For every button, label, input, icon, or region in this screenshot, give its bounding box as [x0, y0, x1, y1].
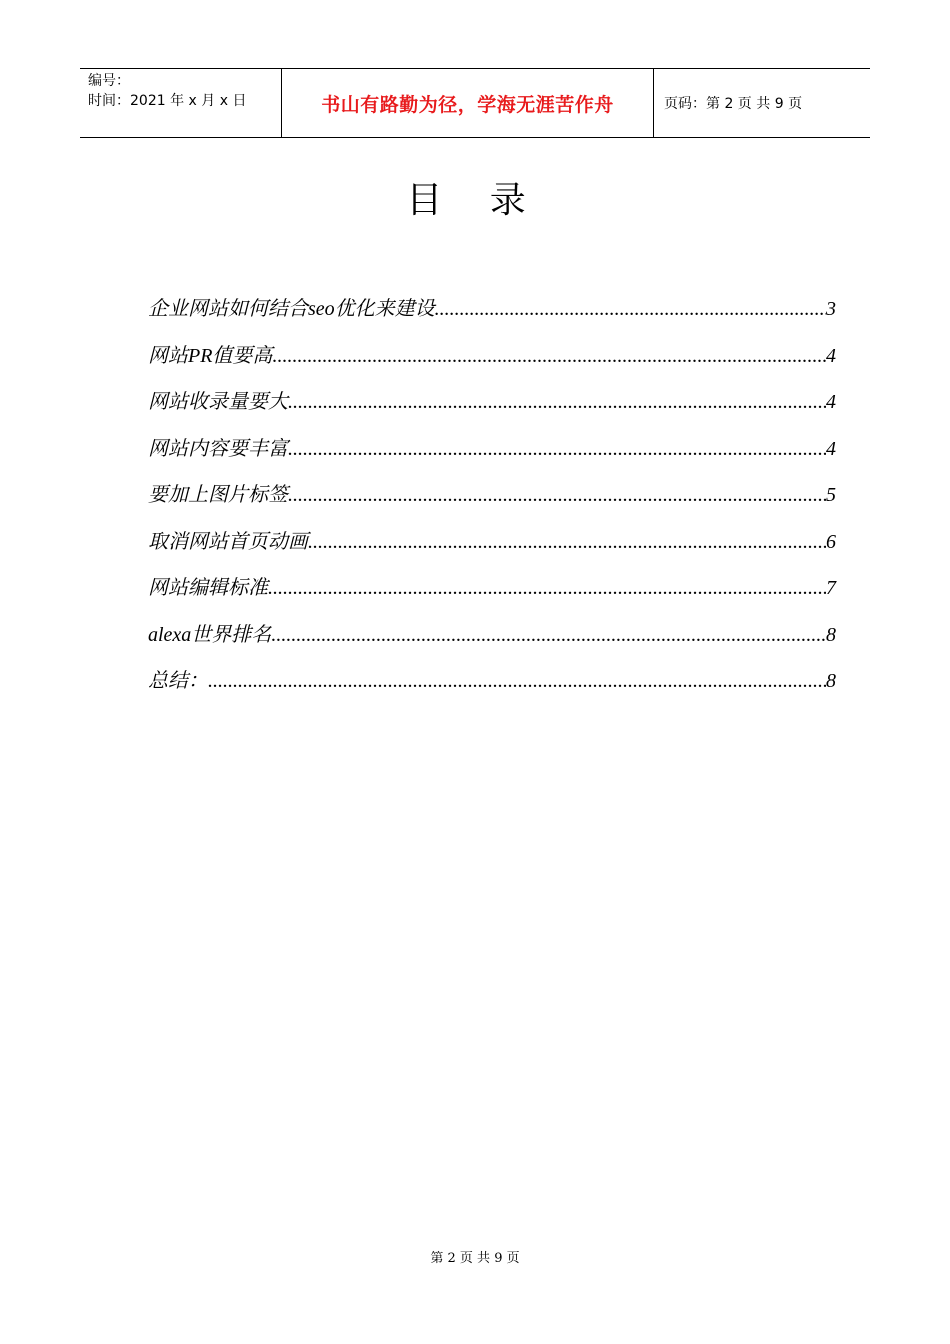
toc-entry[interactable]	[148, 432, 836, 479]
toc-entry-label: 要加上图片标签	[148, 484, 288, 506]
toc-entry[interactable]	[148, 478, 836, 525]
page-footer: 第 2 页 共 9 页	[430, 1251, 520, 1266]
toc-leader-dots	[288, 391, 826, 414]
toc-entry-page: 7	[826, 577, 836, 599]
header-meta-cell	[80, 69, 281, 137]
toc-entry[interactable]	[148, 571, 836, 618]
toc-entry-label: 取消网站首页动画	[148, 530, 308, 553]
toc-leader-dots	[435, 298, 826, 321]
table-of-contents	[148, 292, 836, 711]
toc-entry-page: 8	[826, 670, 836, 692]
toc-entry-label: alexa世界排名	[148, 623, 272, 646]
toc-entry-label: 网站编辑标准	[148, 577, 268, 599]
toc-entry-label: 网站收录量要大	[148, 391, 288, 413]
time-label: 时间：2021 年 x 月 x 日	[88, 93, 247, 109]
toc-entry-page: 5	[826, 484, 836, 506]
toc-entry-label: 总结：	[148, 670, 208, 692]
toc-entry-label: 网站内容要丰富	[148, 437, 288, 460]
page-title: 目 录	[406, 180, 544, 221]
header-motto-cell	[281, 69, 654, 137]
toc-entry-page: 4	[826, 437, 836, 460]
toc-entry-label: 企业网站如何结合seo优化来建设	[148, 298, 435, 320]
toc-leader-dots	[272, 345, 826, 368]
toc-entry[interactable]	[148, 664, 836, 711]
number-label: 编号：	[88, 73, 130, 89]
toc-entry-page: 3	[826, 298, 836, 320]
toc-leader-dots	[288, 438, 826, 461]
header-page-cell	[654, 69, 870, 137]
toc-entry[interactable]	[148, 525, 836, 572]
toc-entry-page: 6	[826, 530, 836, 553]
toc-entry[interactable]	[148, 385, 836, 432]
toc-leader-dots	[208, 670, 826, 693]
toc-entry-page: 4	[826, 344, 836, 367]
document-header	[80, 68, 870, 138]
toc-entry[interactable]	[148, 292, 836, 339]
toc-leader-dots	[308, 531, 826, 554]
motto-text: 书山有路勤为径，学海无涯苦作舟	[321, 93, 614, 116]
toc-entry-page: 8	[826, 623, 836, 646]
page-code: 页码：第 2 页 共 9 页	[664, 96, 803, 112]
toc-entry[interactable]	[148, 339, 836, 386]
toc-entry-page: 4	[826, 391, 836, 413]
toc-leader-dots	[268, 577, 826, 600]
toc-entry-label: 网站PR值要高	[148, 344, 273, 367]
toc-leader-dots	[271, 624, 826, 647]
toc-leader-dots	[288, 484, 826, 507]
toc-entry[interactable]	[148, 618, 836, 665]
